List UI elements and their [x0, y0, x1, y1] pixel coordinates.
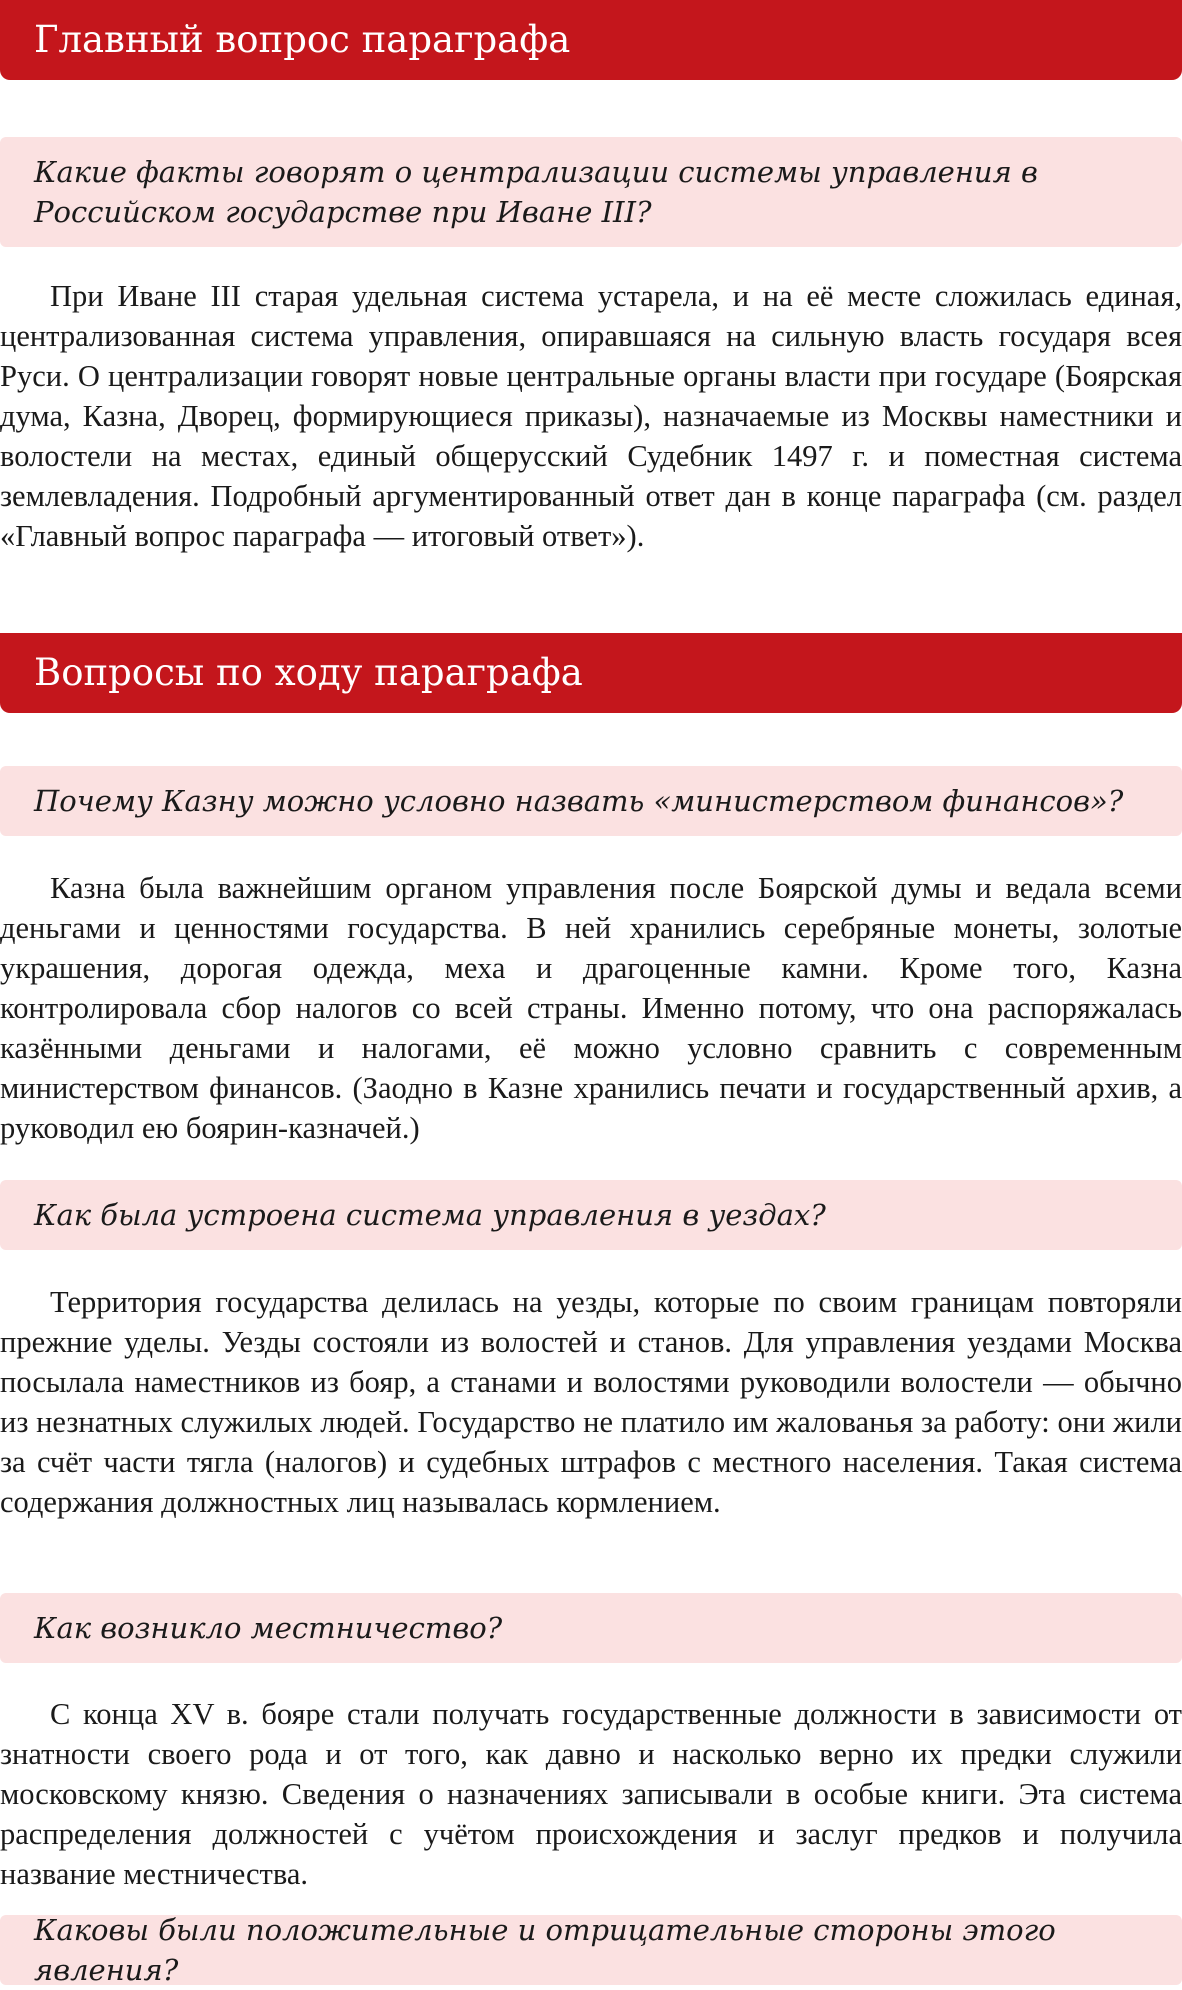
question-box-uezd-governance: [0, 1180, 1182, 1250]
question-box-pros-cons: [0, 1915, 1182, 1985]
question-box-treasury: [0, 766, 1182, 836]
section-header-progress-questions: Вопросы по ходу параграфа: [0, 633, 1182, 713]
answer-uezd-governance: Территория государства делилась на уезды, которые по своим границам повторяли прежние уделы. Уезды состояли из волостей и станов. Для управления уездами Москва посылала наместников из бояр, а станами и волостями руководили волостели — обычно из незнатных служилых людей. Государство не платило им жалованья за работу: они жили за счёт части тягла (налогов) и судебных штрафов с местного населения. Такая система содержания должностных лиц называлась кормлением.: [0, 1285, 1182, 1519]
question-text: Как возникло местничество?: [34, 1611, 503, 1645]
section-header-main-question: Главный вопрос параграфа: [0, 0, 1182, 80]
answer-mestnichestvo: С конца XV в. бояре стали получать государственные должности в зависимости от знатности своего рода и от того, как давно и насколько верно их предки служили московскому князю. Сведения о назначениях записывали в особые книги. Эта система распределения должностей с учётом происхождения и заслуг предков и получила название местничества.: [0, 1697, 1182, 1891]
question-text: Почему Казну можно условно назвать «министерством финансов»?: [34, 784, 1124, 818]
answer-centralization: При Иване III старая удельная система устарела, и на её месте сложилась единая, централизованная система управления, опиравшаяся на сильную власть государя всея Руси. О централизации говорят новые центральные органы власти при государе (Боярская дума, Казна, Дворец, формирующиеся приказы), назначаемые из Москвы наместники и волостели на местах, единый общерусский Судебник 1497 г. и поместная система землевладения. Подробный аргументированный ответ дан в конце параграфа (см. раздел «Главный вопрос параграфа — итоговый ответ»).: [0, 279, 1182, 553]
question-text: Какие факты говорят о централизации системы управления в Российском государстве при Иване III?: [34, 155, 1038, 229]
question-box-mestnichestvo: [0, 1593, 1182, 1663]
question-text: Как была устроена система управления в уездах?: [34, 1198, 826, 1232]
question-text: Каковы были положительные и отрицательные стороны этого явления?: [34, 1913, 1056, 1987]
answer-treasury: Казна была важнейшим органом управления после Боярской думы и ведала всеми деньгами и ценностями государства. В ней хранились серебряные монеты, золотые украшения, дорогая одежда, меха и драгоценные камни. Кроме того, Казна контролировала сбор налогов со всей страны. Именно потому, что она распоряжалась казёнными деньгами и налогами, её можно условно сравнить с современным министерством финансов. (Заодно в Казне хранились печати и государственный архив, а руководил ею боярин-казначей.): [0, 871, 1182, 1145]
question-box-centralization: [0, 137, 1182, 247]
